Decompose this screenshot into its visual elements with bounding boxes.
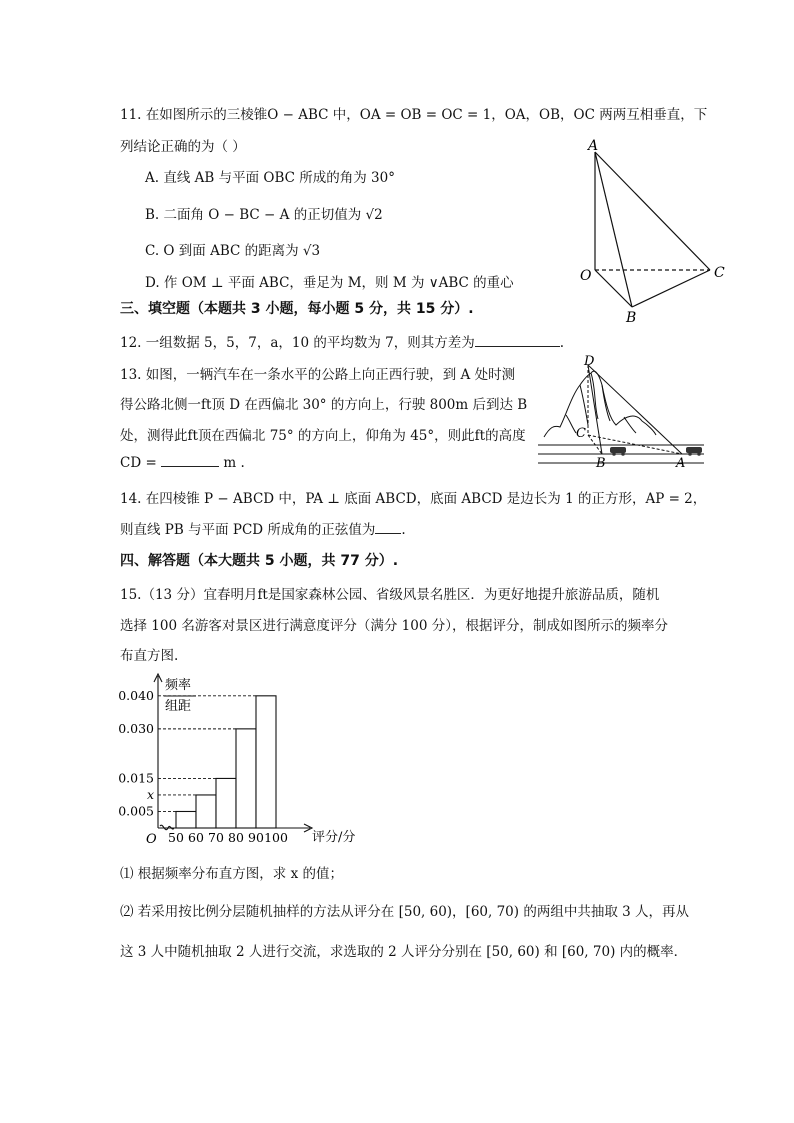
q14-line2	[120, 518, 406, 538]
q14-line1: 14. 在四棱锥 P − ABCD 中，PA ⊥ 底面 ABCD，底面 ABCD 是边长为 1 的正方形，AP = 2，	[120, 491, 707, 507]
y-label-bottom: 组距	[165, 699, 192, 714]
q13-mountain-figure	[536, 355, 708, 470]
q14-stem: 则直线 PB 与平面 PCD 所成角的正弦值为	[120, 522, 376, 538]
q15-line1: 15.（13 分）宜春明月ft是国家森林公园、省级风景名胜区．为更好地提升旅游品质，随机	[120, 587, 660, 603]
q11-stem-line2: 列结论正确的为（ ）	[120, 139, 246, 155]
q12-text	[120, 331, 564, 351]
q15-part2-line1: ⑵ 若采用按比例分层随机抽样的方法从评分在 [50, 60)，[60, 70) 的两组中共抽取 3 人，再从	[120, 904, 689, 920]
frequency-histogram	[110, 668, 370, 850]
q11-option-b: B. 二面角 O − BC − A 的正切值为 √2	[145, 207, 383, 223]
vertex-b-label: B	[626, 310, 637, 326]
q11-tetrahedron-figure	[570, 132, 740, 327]
x-tick-label: 50	[168, 830, 184, 845]
q12-end: .	[559, 335, 565, 351]
x-tick-label: 60	[188, 830, 204, 845]
y-tick-label: 0.030	[118, 720, 154, 736]
q13-cd-prefix: CD =	[120, 455, 162, 471]
q15-part1: ⑴ 根据频率分布直方图，求 x 的值；	[120, 866, 343, 882]
x-tick-label: 70	[208, 830, 224, 845]
q15-part2-line2: 这 3 人中随机抽取 2 人进行交流，求选取的 2 人评分分别在 [50, 60) 和 [60, 70) 内的概率．	[120, 944, 688, 960]
y-label-top: 频率	[165, 678, 192, 693]
x-tick-label: 90	[248, 830, 264, 845]
vertex-o-label: O	[580, 268, 592, 284]
q13-unit: m .	[219, 455, 245, 471]
histogram-bar	[236, 729, 256, 828]
q11-option-c: C. O 到面 ABC 的距离为 √3	[145, 243, 321, 259]
point-a-label: A	[676, 456, 686, 470]
q13-answer-blank[interactable]	[161, 454, 219, 467]
section-3-heading: 三、填空题（本题共 3 小题，每小题 5 分，共 15 分）.	[120, 301, 474, 317]
q15-line3: 布直方图.	[120, 648, 179, 664]
q13-line2: 得公路北侧一ft顶 D 在西偏北 30° 的方向上，行驶 800m 后到达 B	[120, 397, 528, 413]
y-tick-label: 0.015	[118, 770, 154, 786]
histogram-bar	[256, 696, 276, 828]
q12-answer-blank[interactable]	[475, 334, 560, 347]
point-d-label: D	[584, 355, 595, 369]
point-b-label: B	[596, 456, 606, 470]
q12-stem: 12. 一组数据 5，5，7，a，10 的平均数为 7，则其方差为	[120, 335, 475, 351]
q14-answer-blank[interactable]	[375, 521, 401, 534]
x-axis-label: 评分/分	[312, 830, 356, 845]
q11-option-d: D. 作 OM ⊥ 平面 ABC，垂足为 M，则 M 为 ∨ABC 的重心	[145, 275, 514, 291]
vertex-c-label: C	[714, 265, 725, 281]
histogram-bar	[176, 811, 196, 828]
q13-line4	[120, 454, 245, 471]
y-tick-label: x	[146, 786, 154, 802]
histogram-bar	[196, 795, 216, 828]
q14-end: .	[401, 522, 406, 538]
x-tick-label: 100	[264, 830, 288, 845]
origin-label: O	[146, 832, 157, 847]
vertex-a-label: A	[588, 138, 599, 154]
histogram-bar	[216, 778, 236, 828]
q11-option-a: A. 直线 AB 与平面 OBC 所成的角为 30°	[145, 170, 395, 186]
section-4-heading: 四、解答题（本大题共 5 小题，共 77 分）.	[120, 553, 399, 569]
q11-stem-line1: 11. 在如图所示的三棱锥O − ABC 中，OA = OB = OC = 1，OA，OB，OC 两两互相垂直，下	[120, 107, 708, 123]
y-tick-label: 0.005	[118, 803, 154, 819]
q13-line3: 处，测得此ft顶在西偏北 75° 的方向上，仰角为 45°，则此ft的高度	[120, 428, 526, 444]
q13-line1: 13. 如图，一辆汽车在一条水平的公路上向正西行驶，到 A 处时测	[120, 367, 516, 383]
q15-line2: 选择 100 名游客对景区进行满意度评分（满分 100 分），根据评分，制成如图所示的频率分	[120, 618, 668, 634]
point-c-label: C	[576, 426, 586, 441]
x-tick-label: 80	[228, 830, 244, 845]
y-tick-label: 0.040	[118, 687, 154, 703]
